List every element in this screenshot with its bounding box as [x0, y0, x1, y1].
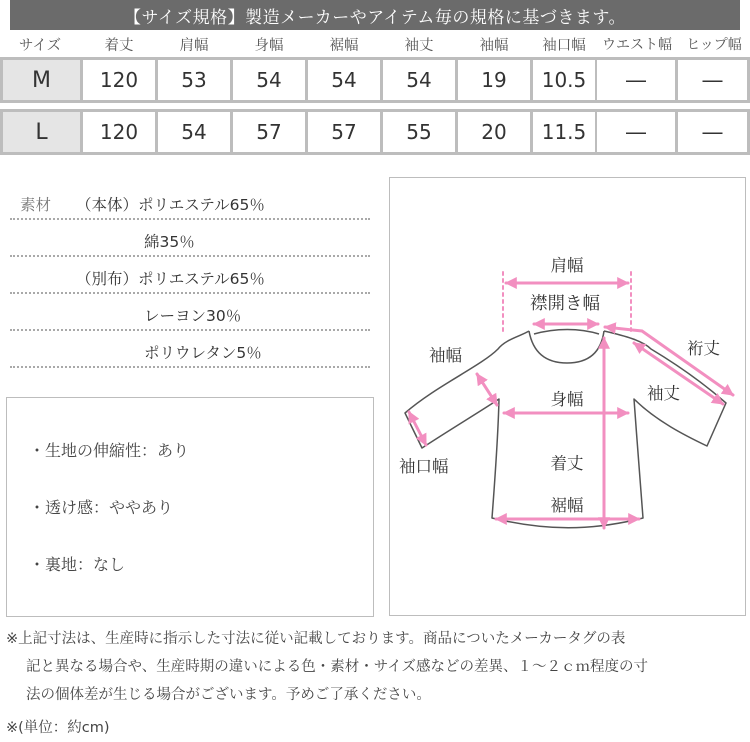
garment-diagram — [390, 178, 745, 615]
lining-property: ・裏地：なし — [29, 555, 126, 574]
table-cell: ― — [597, 112, 675, 152]
size-spec-header — [10, 0, 740, 30]
size-spec-title: 【サイズ規格】製造メーカーやアイテム毎の規格に基づきます。 — [123, 7, 627, 28]
column-header-cuff-width: 袖口幅 — [542, 37, 586, 54]
material-line: レーヨン30％ — [144, 307, 242, 325]
material-row — [10, 333, 370, 368]
size-label-l: L — [3, 112, 80, 152]
material-row — [10, 222, 370, 257]
shoulder-label: 肩幅 — [550, 256, 584, 275]
material-line: （別布）ポリエステル65％ — [76, 270, 265, 288]
column-header-shoulder: 肩幅 — [179, 37, 209, 54]
cuff-width-label: 袖口幅 — [399, 457, 449, 476]
table-cell: 57 — [308, 112, 380, 152]
column-header-length: 着丈 — [104, 37, 134, 54]
table-cell: 57 — [233, 112, 305, 152]
body-width-label: 身幅 — [550, 390, 584, 409]
collar-back — [534, 330, 599, 335]
unit-note: ※(単位：約cm) — [6, 720, 110, 736]
column-header-size: サイズ — [18, 37, 62, 54]
neck-opening-label: 襟開き幅 — [530, 294, 600, 314]
stretch-property: ・生地の伸縮性：あり — [29, 441, 190, 460]
table-cell: 120 — [83, 112, 155, 152]
material-label: 素材 — [20, 196, 52, 214]
garment-diagram-box — [389, 177, 746, 616]
table-cell: 20 — [458, 112, 530, 152]
table-cell: ― — [597, 60, 675, 100]
yuki-label: 裄丈 — [687, 339, 720, 358]
table-cell: 19 — [458, 60, 530, 100]
material-row — [10, 259, 370, 294]
material-line: 綿35％ — [144, 233, 195, 251]
column-header-waist: ウエスト幅 — [602, 37, 672, 53]
column-header-body-width: 身幅 — [254, 37, 284, 54]
sheerness-property: ・透け感：ややあり — [29, 498, 174, 517]
table-cell: 54 — [383, 60, 455, 100]
column-header-sleeve-width: 袖幅 — [479, 37, 509, 54]
table-cell: 53 — [158, 60, 230, 100]
table-cell: 120 — [83, 60, 155, 100]
table-cell: 54 — [233, 60, 305, 100]
disclaimer-line: 記と異なる場合や、生産時期の違いによる色・素材・サイズ感などの差異、１～２ｃｍ程度の寸 — [26, 659, 649, 675]
column-header-hem-width: 裾幅 — [329, 37, 359, 54]
fabric-properties-box — [6, 397, 374, 617]
length-label: 着丈 — [550, 454, 584, 473]
collar-front — [529, 331, 604, 363]
disclaimer-line: 法の個体差が生じる場合がございます。予めご了承ください。 — [26, 687, 431, 703]
sleeve-width-arrow — [477, 374, 497, 405]
table-cell: ― — [678, 112, 747, 152]
hem-width-label: 裾幅 — [550, 496, 584, 515]
table-cell: 11.5 — [533, 112, 595, 152]
table-cell: 54 — [308, 60, 380, 100]
material-row — [10, 185, 370, 220]
disclaimer-line: ※上記寸法は、生産時に指示した寸法に従い記載しております。商品についたメーカータグの表 — [6, 631, 626, 647]
table-cell: ― — [678, 60, 747, 100]
table-cell: 54 — [158, 112, 230, 152]
sleeve-length-label: 袖丈 — [647, 384, 680, 403]
table-cell: 55 — [383, 112, 455, 152]
material-line: ポリウレタン5％ — [144, 344, 262, 362]
size-label-m: M — [3, 60, 80, 100]
column-header-sleeve-length: 袖丈 — [404, 37, 434, 54]
material-line: （本体）ポリエステル65％ — [76, 196, 265, 214]
material-row — [10, 296, 370, 331]
table-cell: 10.5 — [533, 60, 595, 100]
sleeve-width-label: 袖幅 — [429, 346, 462, 365]
column-header-hip: ヒップ幅 — [686, 37, 742, 53]
